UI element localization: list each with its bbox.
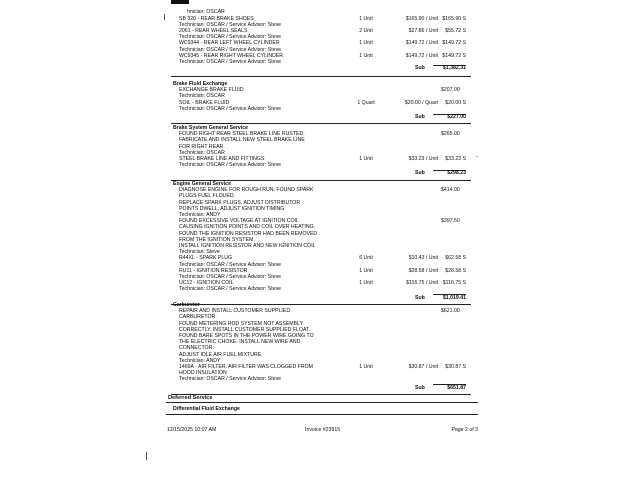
part-quantity: 2 Unit xyxy=(359,27,373,34)
part-line-total: $20.00 S xyxy=(445,99,466,106)
section-divider xyxy=(171,76,471,77)
deferred-divider xyxy=(166,402,478,403)
part-description: R44XL - SPARK PLUG xyxy=(179,255,233,262)
labor-description: INSTALL IGNITION RESISTOR AND NEW IGNITION COIL xyxy=(179,243,316,249)
subtotal-label: Sub xyxy=(415,294,425,301)
part-quantity: 1 Quart xyxy=(357,99,375,106)
labor-description: EXCHANGE BRAKE FLUID xyxy=(179,87,244,94)
part-unit-price: $149.72 / Unit xyxy=(405,52,438,59)
part-quantity: 6 Unit xyxy=(359,255,373,262)
subtotal-value: $651.87 xyxy=(447,384,466,391)
labor-description: CORRECTLY. INSTALL CUSTOMER SUPPLIED FLOAT. xyxy=(179,326,311,333)
page-tab-mark xyxy=(171,0,189,4)
technician-line: Technician: OSCAR / Service Advisor: Steve xyxy=(179,58,282,65)
part-line-total: $28.58 S xyxy=(445,267,466,274)
labor-total: $397.50 xyxy=(441,218,460,225)
technician-line: Technician: OSCAR / Service Advisor: Steve xyxy=(179,261,282,268)
subtotal-label: Sub xyxy=(415,384,425,391)
labor-description: Technician: ANDY xyxy=(179,212,221,218)
part-quantity: 1 Unit xyxy=(359,52,373,59)
part-unit-price: $30.87 / Unit xyxy=(408,364,438,370)
section-divider xyxy=(171,304,471,305)
labor-description: FOUND EXCESSIVE VOLTAGE AT IGNITION COIL xyxy=(179,218,299,225)
technician-line: Technician: OSCAR / Service Advisor: Steve xyxy=(179,376,282,383)
part-unit-price: $165.90 / Unit xyxy=(405,15,438,22)
labor-description: Technician: OSCAR xyxy=(179,149,225,156)
part-quantity: 1 Unit xyxy=(359,40,373,47)
part-quantity: 1 Unit xyxy=(359,364,373,370)
part-unit-price: $20.00 / Quart xyxy=(404,99,438,106)
technician-line: Technician: OSCAR / Service Advisor: Steve xyxy=(179,46,282,53)
part-line-total: $30.87 S xyxy=(445,364,466,370)
part-description: STEEL BRAKE LINE AND FITTINGS xyxy=(179,156,265,162)
labor-description: PLUGS FUEL FLOUED. xyxy=(179,193,236,200)
part-line-total: $33.23 S xyxy=(445,156,466,162)
part-quantity: 1 Unit xyxy=(359,156,373,162)
labor-description: ADJUST IDLE AIR FUEL MIXTURE. xyxy=(179,351,263,358)
footer-invoice: Invoice #23915 xyxy=(305,427,341,433)
part-line-total: $165.90 S xyxy=(442,15,466,22)
part-description: SOIL - BRAKE FLUID xyxy=(179,99,230,106)
part-description: UC12 - IGNITION COIL xyxy=(179,280,234,287)
labor-description: CONNECTOR. xyxy=(179,345,214,352)
labor-description: POINTS DWELL. ADJUST IGNITION TIMING xyxy=(179,205,285,212)
part-description: WC9344 - REAR LEFT WHEEL CYLINDER xyxy=(179,40,280,47)
labor-total: $621.00 xyxy=(441,308,460,315)
section-divider xyxy=(171,394,471,395)
subtotal-label: Sub xyxy=(415,114,425,120)
section-title: Carburetor xyxy=(173,302,200,308)
part-description: WC9345 - REAR RIGHT WHEEL CYLINDER xyxy=(179,52,284,59)
labor-description: Technician: Steve xyxy=(179,249,220,256)
technician-line: Technician: OSCAR / Service Advisor: Steve xyxy=(179,105,282,112)
labor-total: $207.00 xyxy=(441,87,460,94)
labor-description: FOUND THE IGNITION RESISTOR HAD BEEN REMOVED xyxy=(179,230,318,237)
subtotal-value: $298.23 xyxy=(447,170,466,177)
labor-description: Technician: ANDY xyxy=(179,357,221,364)
technician-line: Technician: OSCAR / Service Advisor: Steve xyxy=(179,274,282,280)
part-quantity: 1 Unit xyxy=(359,280,373,287)
labor-description: FROM THE IGNITION SYSTEM. xyxy=(179,236,255,243)
labor-description: FOUND METERING ROD SYSTEM NOT ASSEMBLY xyxy=(179,320,304,327)
part-description: 2061 - REAR WHEEL SEALS xyxy=(179,27,248,34)
part-unit-price: $33.23 / Unit xyxy=(408,156,438,162)
part-line-total: $149.72 S xyxy=(442,52,466,59)
scan-mark xyxy=(164,14,165,20)
part-unit-price: $10.43 / Unit xyxy=(408,255,438,262)
deferred-divider xyxy=(166,414,478,415)
subtotal-label: Sub xyxy=(415,170,425,177)
part-description: HOOD INSULATION xyxy=(179,370,227,377)
part-unit-price: $149.72 / Unit xyxy=(405,40,438,47)
part-line-total: $149.72 S xyxy=(442,40,466,47)
deferred-item: Differential Fluid Exchange xyxy=(173,406,240,412)
section-title: Brake System General Service xyxy=(173,125,248,131)
technician-line: Technician: OSCAR / Service Advisor: Steve xyxy=(179,286,282,293)
technician-line: Technician: OSCAR / Service Advisor: Steve xyxy=(179,21,282,28)
labor-description: FOR RIGHT REAR. xyxy=(179,143,225,150)
labor-description: FOUND BARE SPOTS IN THE POWER WIRE GOING TO xyxy=(179,333,314,339)
labor-description: CARBURETOR. xyxy=(179,314,217,321)
part-description: SB 320 - REAR BRAKE SHOES xyxy=(179,15,254,22)
deferred-heading: Deferred Service xyxy=(168,395,213,401)
part-line-total: $62.58 S xyxy=(445,255,466,262)
labor-description: FABRICATE AND INSTALL NEW STEEL BRAKE LINE xyxy=(179,137,305,144)
part-unit-price: $28.58 / Unit xyxy=(408,267,438,274)
scan-mark xyxy=(146,452,147,460)
labor-description: DIAGNOSE ENGINE FOR ROUGH RUN. FOUND SPARK xyxy=(179,187,314,194)
part-unit-price: $27.86 / Unit xyxy=(408,27,438,34)
labor-total: $265.00 xyxy=(441,131,460,138)
section-title: Engine General Service xyxy=(173,181,231,187)
labor-description: Technician: OSCAR xyxy=(179,93,225,100)
labor-description: THE ELECTRIC CHOKE. INSTALL NEW WIRE AND xyxy=(179,339,301,346)
part-quantity: 1 Unit xyxy=(359,15,373,22)
labor-description: REPAIR AND INSTALL CUSTOMER SUPPLIED xyxy=(179,308,291,315)
part-description: RU11 - IGNITION RESISTOR xyxy=(179,267,248,274)
subtotal-value: $1,382.31 xyxy=(442,65,466,72)
part-line-total: $55.72 S xyxy=(445,27,466,34)
technician-line: Technician: OSCAR / Service Advisor: Steve xyxy=(179,162,282,169)
subtotal-value: $1,019.41 xyxy=(442,294,466,301)
part-line-total: $116.75 S xyxy=(442,280,466,287)
subtotal-label: Sub xyxy=(415,65,425,72)
part-quantity: 1 Unit xyxy=(359,267,373,274)
part-unit-price: $116.75 / Unit xyxy=(406,280,438,287)
labor-description: FOUND RIGHT REAR STEEL BRAKE LINE RUSTED. xyxy=(179,131,305,138)
technician-line: hnician: OSCAR xyxy=(187,9,225,15)
footer-datetime: 12/15/2025 10:07 AM xyxy=(167,427,217,433)
section-title: Brake Fluid Exchange xyxy=(173,81,228,87)
technician-line: Technician: OSCAR / Service Advisor: Steve xyxy=(179,34,282,41)
labor-total: $414.00 xyxy=(441,187,460,194)
part-description: 1469A - AIR FILTER. AIR FILTER WAS CLOGGED FROM xyxy=(179,364,313,370)
subtotal-value: $227.00 xyxy=(447,114,466,120)
footer-page: Page 2 of 3 xyxy=(451,427,478,433)
labor-description: REPLACE SPARK PLUGS. ADJUST DISTRIBUTOR xyxy=(179,199,301,206)
scan-mark: - xyxy=(476,154,478,160)
labor-description: CAUSING IGNITION POINTS AND COIL OVER HEATING. xyxy=(179,224,316,231)
